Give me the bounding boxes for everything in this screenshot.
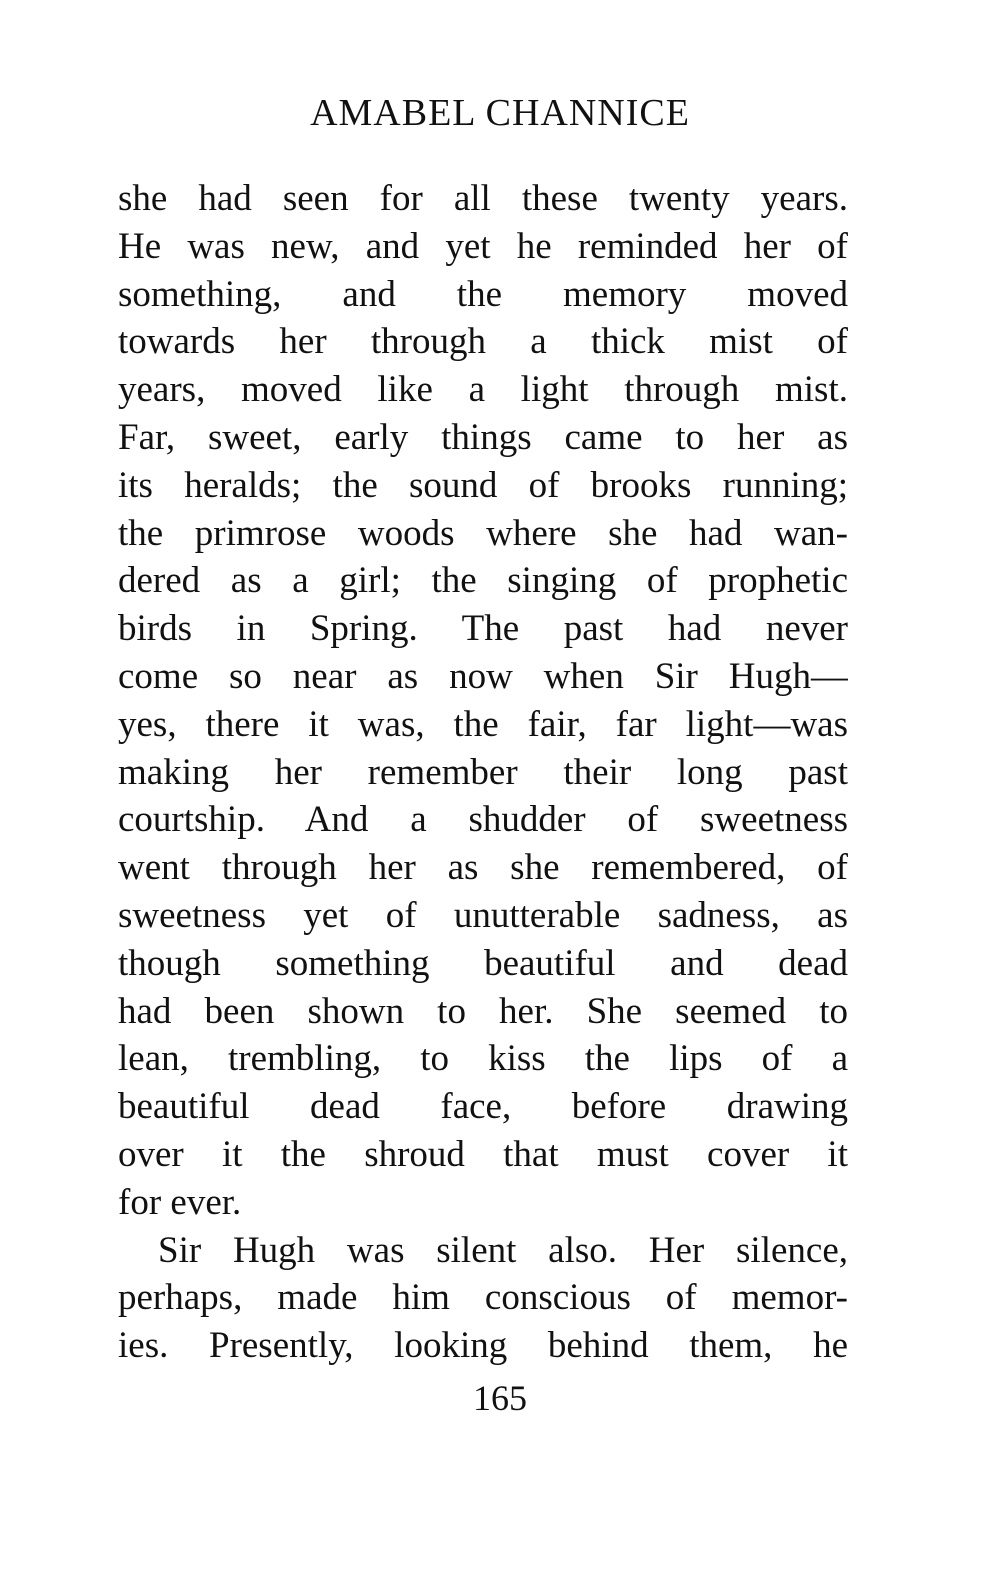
text-line: over it the shroud that must cover it [118,1133,848,1175]
text-line: dered as a girl; the singing of prophetic [118,560,848,602]
text-line: beautiful dead face, before drawing [118,1086,848,1128]
text-line: birds in Spring. The past had never [118,608,848,650]
running-head: AMABEL CHANNICE [310,92,690,134]
text-line: come so near as now when Sir Hugh— [118,655,848,697]
text-line: though something beautiful and dead [118,942,848,984]
text-line: had been shown to her. She seemed to [118,990,848,1032]
text-line: courtship. And a shudder of sweetness [118,799,848,841]
text-line: making her remember their long past [118,751,848,793]
text-line: for ever. [118,1181,242,1223]
text-line: lean, trembling, to kiss the lips of a [118,1038,848,1080]
text-line: ies. Presently, looking behind them, he [118,1325,848,1367]
page-number: 165 [473,1378,527,1418]
text-line: she had seen for all these twenty years. [118,178,848,219]
body-text [118,175,848,1370]
text-line: the primrose woods where she had wan- [118,512,848,554]
text-line: Far, sweet, early things came to her as [118,416,848,458]
text-line: went through her as she remembered, of [118,847,848,889]
text-line: perhaps, made him conscious of memor- [118,1277,848,1319]
text-line-paragraph-start: Sir Hugh was silent also. Her silence, [158,1229,848,1271]
text-line: towards her through a thick mist of [118,321,848,363]
text-line: years, moved like a light through mist. [118,369,848,411]
text-line: sweetness yet of unutterable sadness, as [118,894,848,936]
text-line: something, and the memory moved [118,273,848,315]
text-line: yes, there it was, the fair, far light—was [118,703,848,745]
text-line: its heralds; the sound of brooks running; [118,464,848,506]
text-line: He was new, and yet he reminded her of [118,225,848,267]
